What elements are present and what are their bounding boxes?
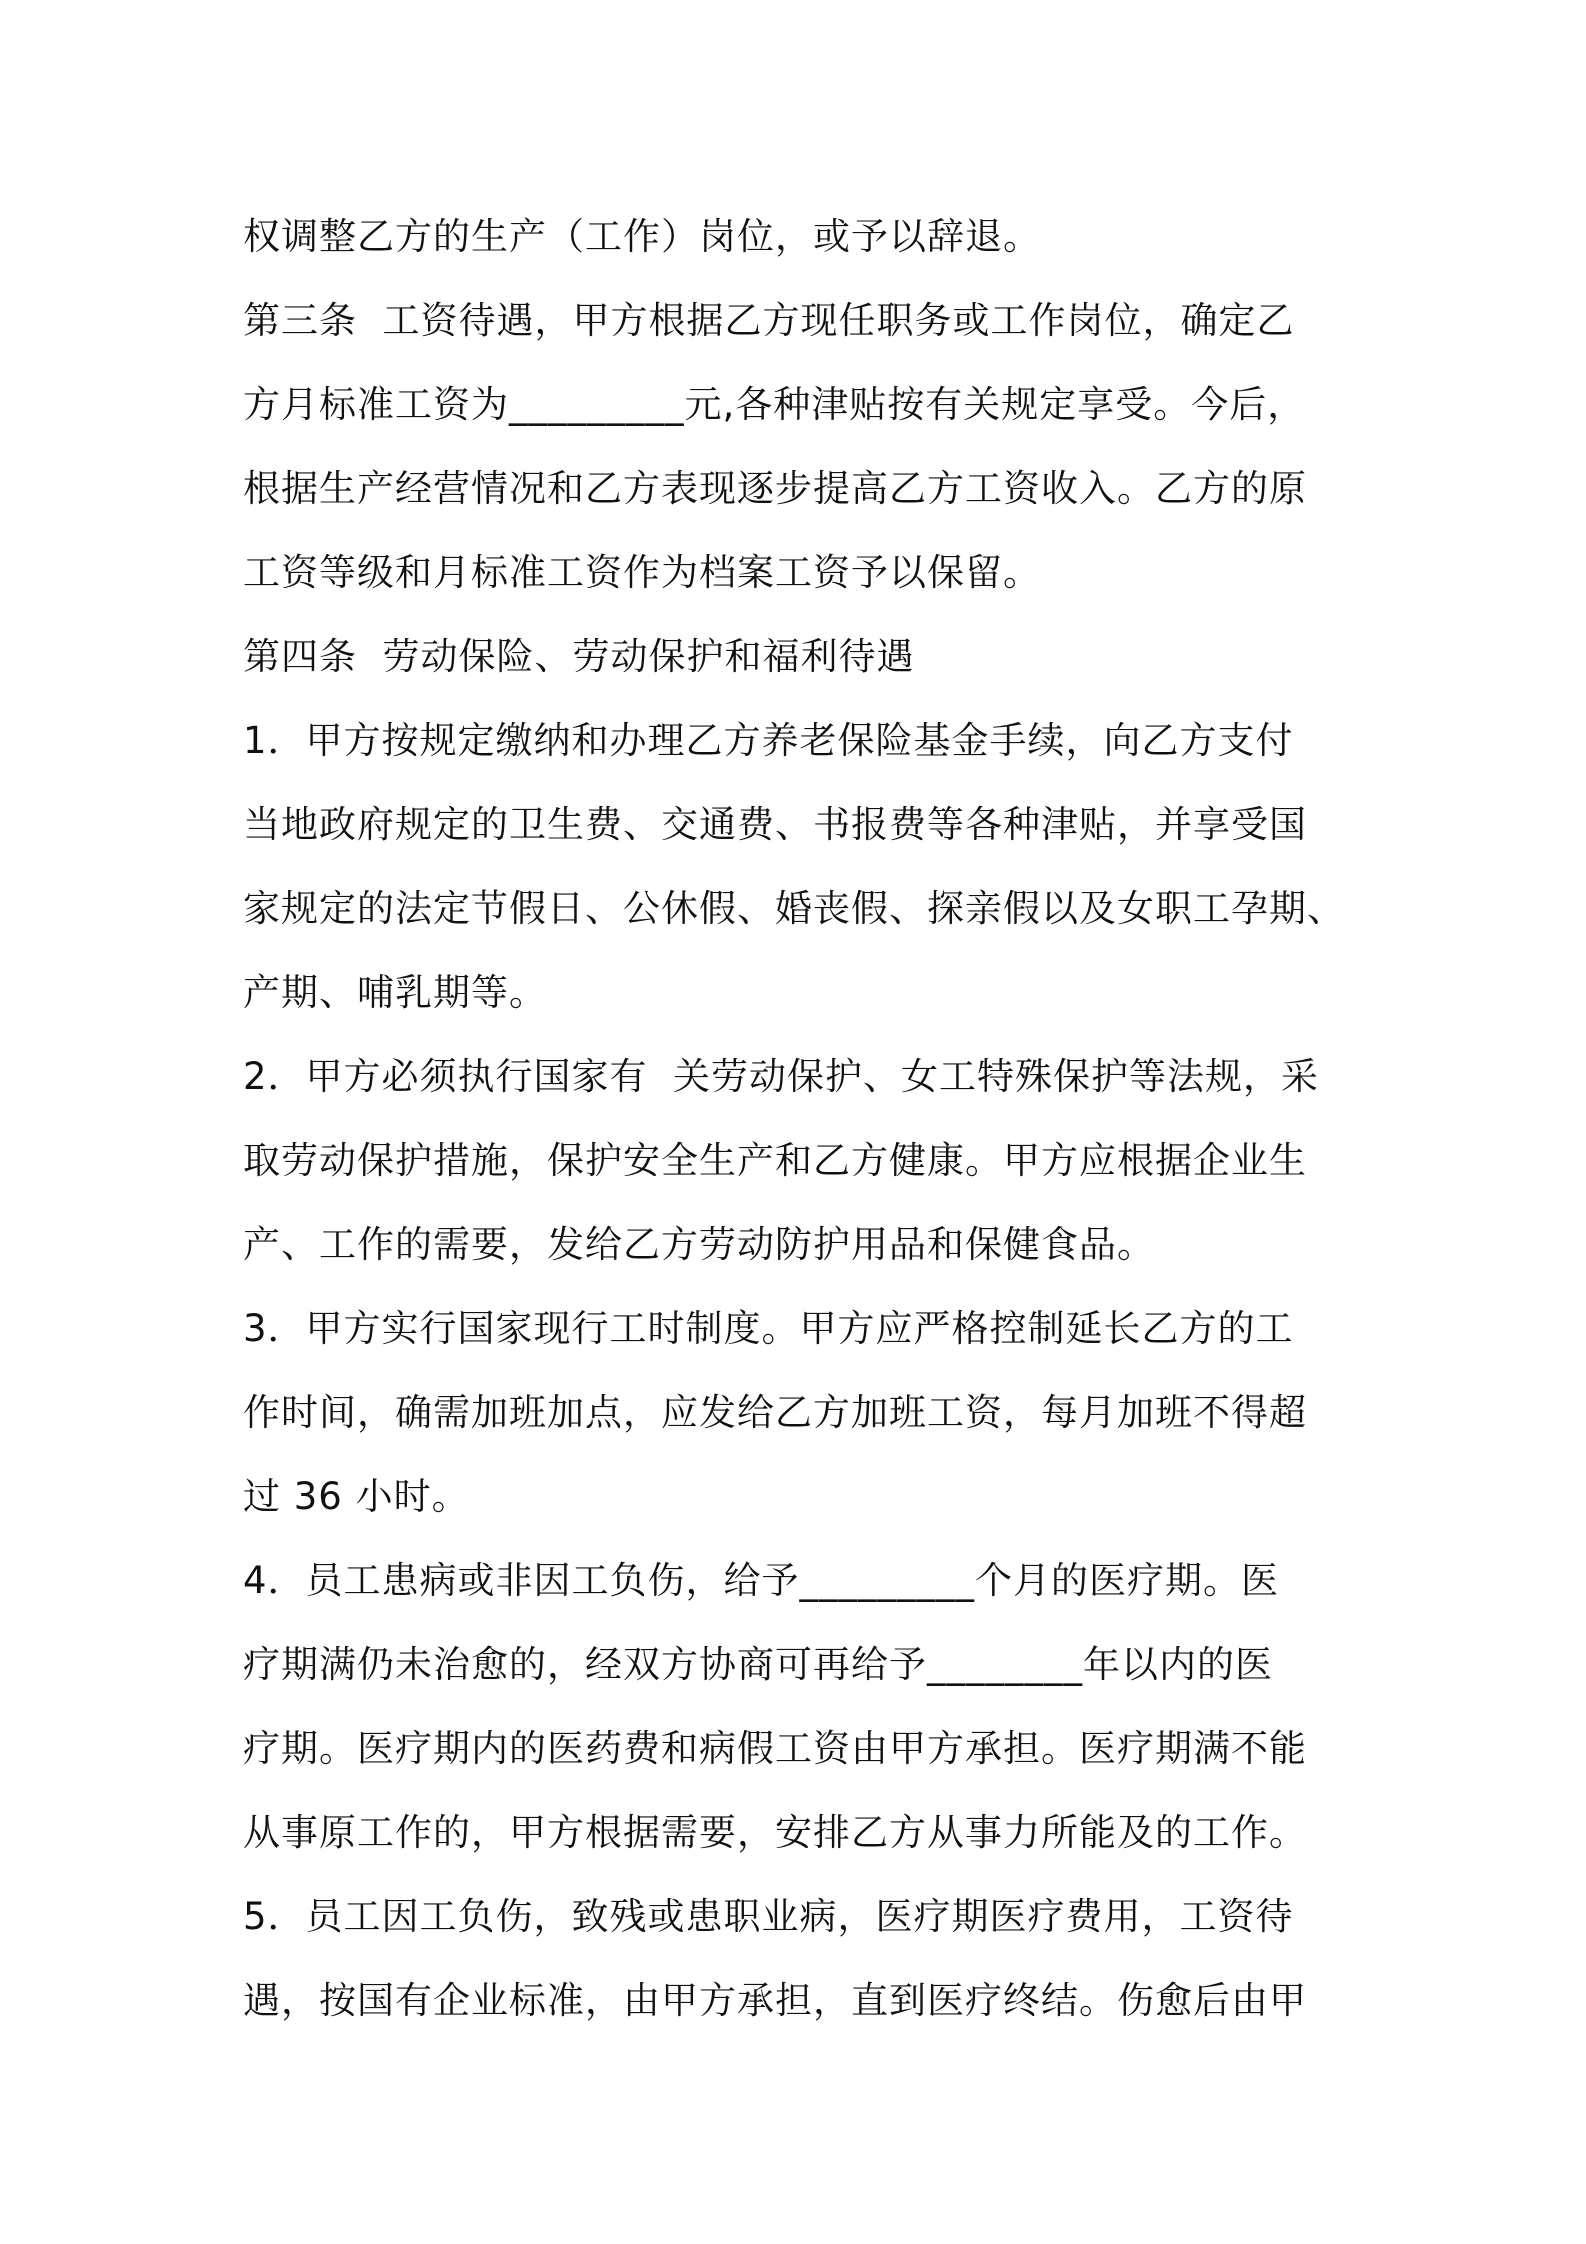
text-line: 取劳动保护措施，保护安全生产和乙方健康。甲方应根据企业生 [243, 1139, 1307, 1182]
text-line: 过 36 小时。 [243, 1475, 470, 1518]
text-line: 产、工作的需要，发给乙方劳动防护用品和保健食品。 [243, 1223, 1155, 1266]
text-line: 当地政府规定的卫生费、交通费、书报费等各种津贴，并享受国 [243, 803, 1307, 846]
text-line: 遇，按国有企业标准，由甲方承担，直到医疗终结。伤愈后由甲 [243, 1979, 1307, 2022]
text-line: 作时间，确需加班加点，应发给乙方加班工资，每月加班不得超 [243, 1391, 1307, 1434]
text-line: 工资等级和月标准工资作为档案工资予以保留。 [243, 551, 1041, 594]
text-line: 第四条 劳动保险、劳动保护和福利待遇 [243, 635, 915, 678]
text-line: 产期、哺乳期等。 [243, 971, 547, 1014]
text-line: 4．员工患病或非因工负伤，给予_________个月的医疗期。医 [243, 1559, 1280, 1602]
text-line: 疗期。医疗期内的医药费和病假工资由甲方承担。医疗期满不能 [243, 1727, 1307, 1770]
text-line: 1．甲方按规定缴纳和办理乙方养老保险基金手续，向乙方支付 [243, 719, 1294, 762]
text-line: 方月标准工资为_________元,各种津贴按有关规定享受。今后， [243, 383, 1306, 426]
text-line: 根据生产经营情况和乙方表现逐步提高乙方工资收入。乙方的原 [243, 467, 1307, 510]
text-line: 从事原工作的，甲方根据需要，安排乙方从事力所能及的工作。 [243, 1811, 1307, 1854]
text-line: 疗期满仍未治愈的，经双方协商可再给予________年以内的医 [243, 1643, 1273, 1686]
text-line: 权调整乙方的生产（工作）岗位，或予以辞退。 [243, 215, 1041, 258]
text-line: 家规定的法定节假日、公休假、婚丧假、探亲假以及女职工孕期、 [243, 887, 1345, 930]
document-body [243, 195, 1363, 2043]
text-line: 2．甲方必须执行国家有 关劳动保护、女工特殊保护等法规，采 [243, 1055, 1320, 1098]
text-line: 5．员工因工负伤，致残或患职业病，医疗期医疗费用，工资待 [243, 1895, 1294, 1938]
text-line: 第三条 工资待遇，甲方根据乙方现任职务或工作岗位，确定乙 [243, 299, 1295, 342]
text-line: 3．甲方实行国家现行工时制度。甲方应严格控制延长乙方的工 [243, 1307, 1294, 1350]
